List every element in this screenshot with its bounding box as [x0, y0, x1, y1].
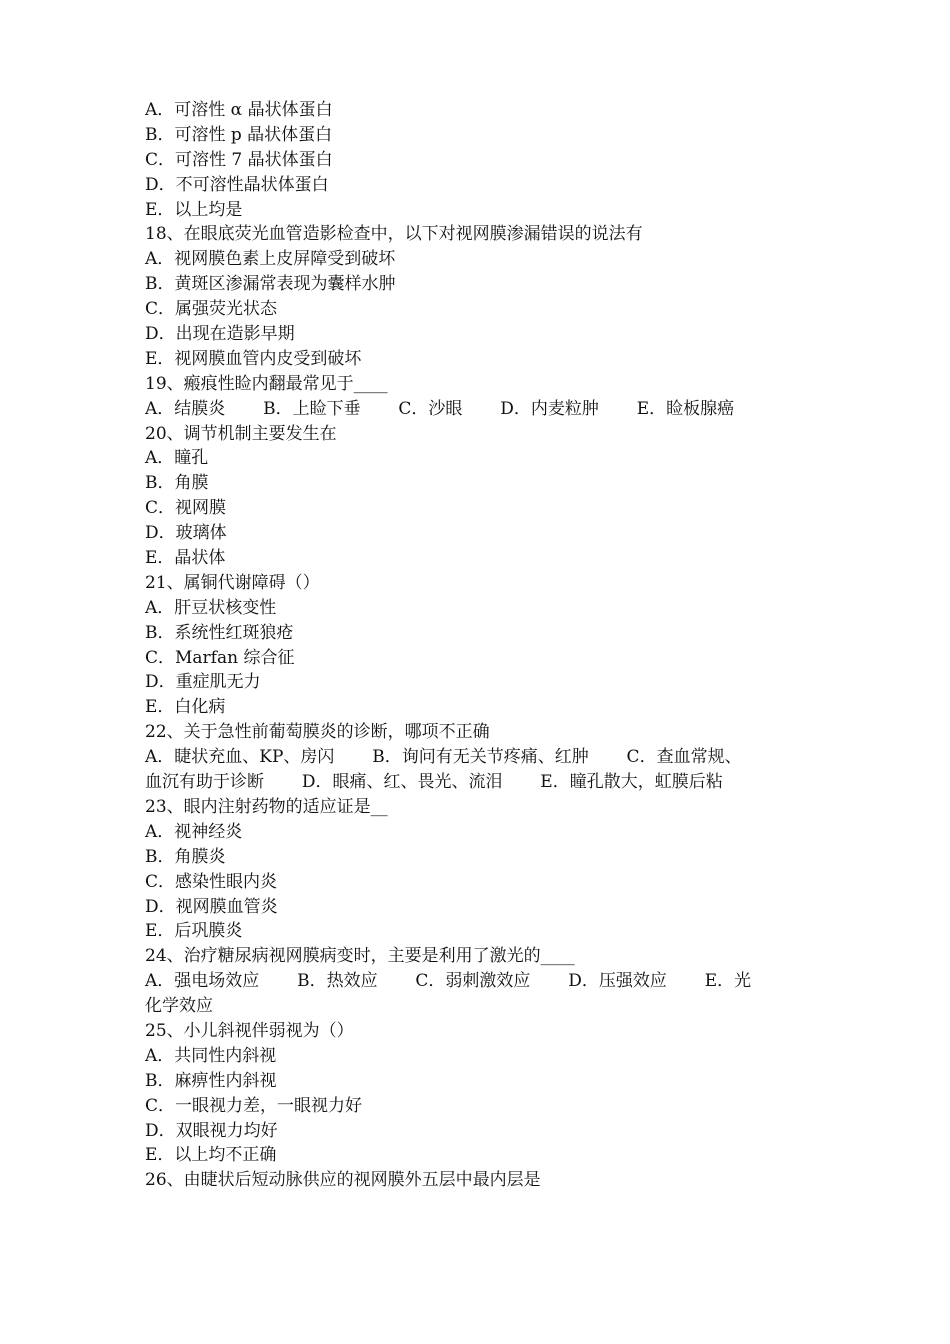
option-line: E．以上均是 [145, 199, 243, 220]
option-line: C．感染性眼内炎 [145, 871, 278, 892]
option-line: D．玻璃体 [145, 523, 227, 544]
option-line: A．结膜炎 B．上睑下垂 C．沙眼 D．内麦粒肿 E．睑板腺癌 [145, 398, 735, 419]
option-line: C．视网膜 [145, 498, 227, 519]
question-line: 19、瘢痕性睑内翻最常见于____ [145, 373, 388, 394]
option-line: C．Marfan 综合征 [145, 647, 295, 668]
option-line: B．系统性红斑狼疮 [145, 622, 294, 643]
option-line: A．瞳孔 [145, 448, 209, 469]
option-line: D．双眼视力均好 [145, 1120, 278, 1141]
option-line: A．可溶性 α 晶状体蛋白 [145, 100, 333, 120]
option-line: B．黄斑区渗漏常表现为囊样水肿 [145, 274, 396, 295]
option-line: E．视网膜血管内皮受到破坏 [145, 348, 362, 369]
option-line: 化学效应 [145, 996, 213, 1017]
option-line: B．角膜炎 [145, 846, 226, 867]
option-line: E．白化病 [145, 697, 226, 718]
option-line: E．以上均不正确 [145, 1145, 277, 1166]
question-line: 24、治疗糖尿病视网膜病变时，主要是利用了激光的____ [145, 946, 575, 967]
question-line: 23、眼内注射药物的适应证是__ [145, 796, 388, 817]
option-line: D．视网膜血管炎 [145, 896, 278, 917]
question-text [145, 98, 815, 1193]
option-line: A．睫状充血、KP、房闪 B．询问有无关节疼痛、红肿 C．查血常规、 [145, 747, 742, 768]
option-line: C．属强荧光状态 [145, 299, 278, 320]
option-line: A．强电场效应 B．热效应 C．弱刺激效应 D．压强效应 E．光 [145, 971, 752, 992]
question-line: 25、小儿斜视伴弱视为（） [145, 1020, 354, 1041]
question-line: 22、关于急性前葡萄膜炎的诊断，哪项不正确 [145, 722, 490, 743]
question-line: 18、在眼底荧光血管造影检查中，以下对视网膜渗漏错误的说法有 [145, 224, 643, 245]
option-line: B．麻痹性内斜视 [145, 1070, 277, 1091]
question-line: 20、调节机制主要发生在 [145, 423, 337, 444]
question-line: 21、属铜代谢障碍（） [145, 572, 320, 593]
option-line: A．肝豆状核变性 [145, 597, 277, 618]
option-line: E．晶状体 [145, 548, 226, 569]
option-line: A．共同性内斜视 [145, 1045, 277, 1066]
option-line: A．视神经炎 [145, 821, 243, 842]
option-line: B．角膜 [145, 473, 209, 494]
option-line: E．后巩膜炎 [145, 921, 243, 942]
option-line: C．可溶性 7 晶状体蛋白 [145, 149, 333, 170]
option-line: D．不可溶性晶状体蛋白 [145, 174, 329, 195]
question-line: 26、由睫状后短动脉供应的视网膜外五层中最内层是 [145, 1170, 541, 1191]
option-line: C．一眼视力差，一眼视力好 [145, 1095, 363, 1116]
option-line: A．视网膜色素上皮屏障受到破坏 [145, 249, 396, 270]
option-line: B．可溶性 p 晶状体蛋白 [145, 124, 333, 145]
option-line: D．出现在造影早期 [145, 324, 295, 345]
option-line: D．重症肌无力 [145, 672, 261, 693]
option-line: 血沉有助于诊断 D．眼痛、红、畏光、流泪 E．瞳孔散大，虹膜后粘 [145, 772, 723, 793]
